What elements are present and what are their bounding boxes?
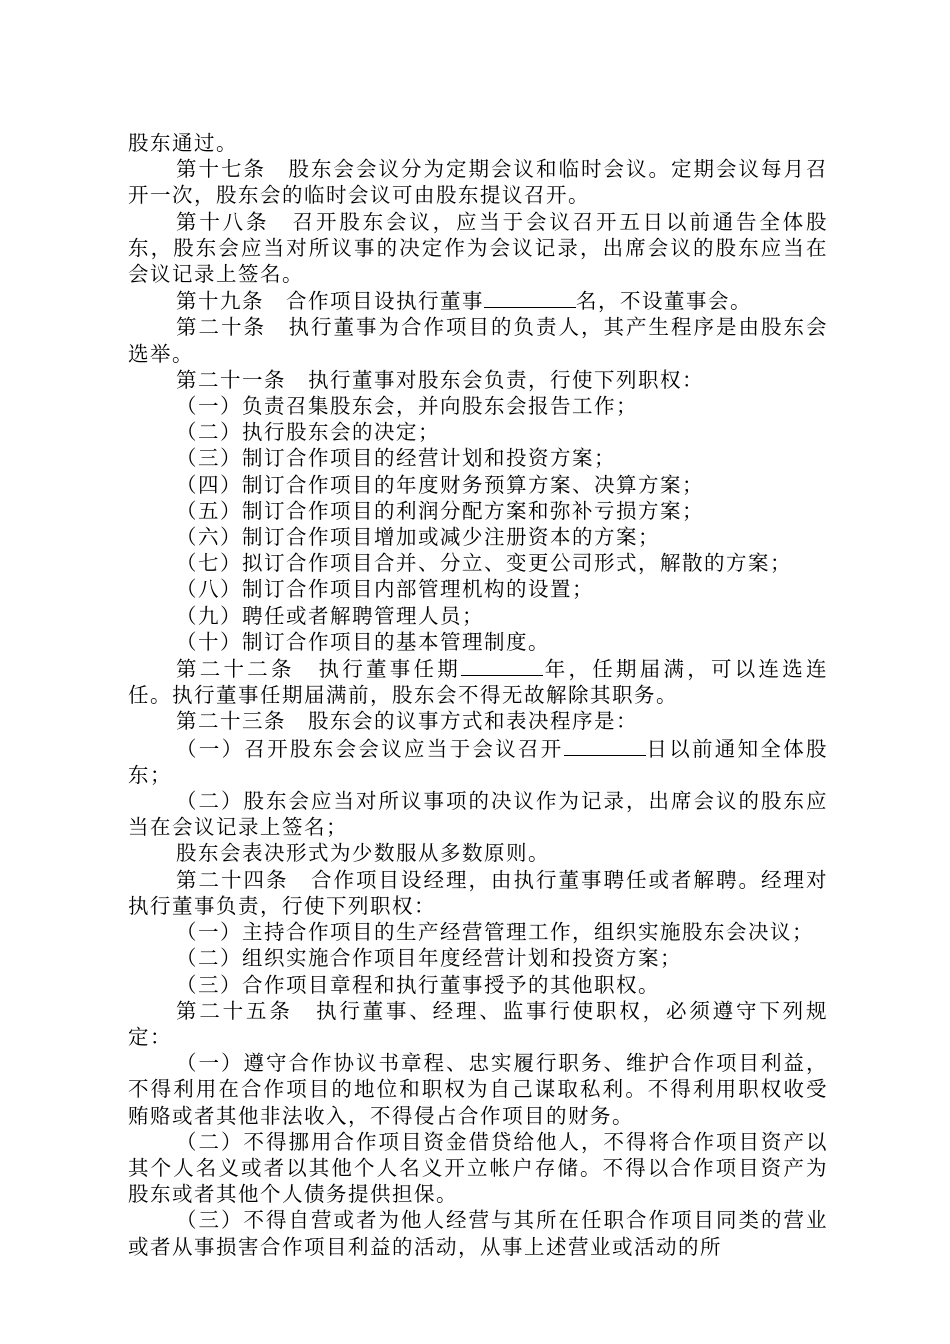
text: （一）遵守合作协议书章程、忠实履行职务、维护合作项目利益，不得利用在合作项目的地位和职权为自己谋取私利。不得利用职权收受贿赂或者其他非法收入，不得侵占合作项目的财务。	[128, 1051, 828, 1128]
text: 第二十二条 执行董事任期	[176, 657, 461, 682]
list-item	[128, 1207, 828, 1259]
fill-in-blank[interactable]	[484, 287, 576, 308]
list-item	[128, 576, 828, 602]
list-item	[128, 1050, 828, 1129]
list-item	[128, 735, 828, 788]
fill-in-blank[interactable]	[461, 655, 543, 676]
text: （二）组织实施合作项目年度经营计划和投资方案；	[176, 946, 682, 971]
document-body	[128, 130, 828, 1260]
article-23	[128, 708, 828, 734]
text: （二）股东会应当对所议事项的决议作为记录，出席会议的股东应当在会议记录上签名；	[128, 789, 828, 840]
article-19	[128, 287, 828, 314]
article-22	[128, 655, 828, 708]
text: 股东通过。	[128, 131, 238, 155]
text: 年，任期届满，可以连选连任。执行董事任期届满前，股东会不得无故解除其职务。	[128, 657, 828, 708]
text: （九）聘任或者解聘管理人员；	[176, 603, 484, 628]
text: （三）不得自营或者为他人经营与其所在任职合作项目同类的营业或者从事损害合作项目利益的活动，从事上述营业或活动的所	[128, 1208, 828, 1259]
list-item	[128, 972, 828, 998]
text: 第二十条 执行董事为合作项目的负责人，其产生程序是由股东会选举。	[128, 315, 828, 366]
article-24	[128, 867, 828, 919]
list-item	[128, 472, 828, 498]
paragraph	[128, 840, 828, 866]
list-item	[128, 550, 828, 576]
article-20	[128, 314, 828, 366]
text: 第十九条 合作项目设执行董事	[176, 289, 484, 314]
text: 第二十一条 执行董事对股东会负责，行使下列职权：	[176, 367, 704, 392]
text: （七）拟订合作项目合并、分立、变更公司形式，解散的方案；	[176, 551, 792, 576]
list-item	[128, 1129, 828, 1208]
text: （六）制订合作项目增加或减少注册资本的方案；	[176, 525, 660, 550]
fill-in-blank[interactable]	[564, 735, 646, 756]
text: 股东会表决形式为少数服从多数原则。	[176, 841, 550, 866]
article-18	[128, 209, 828, 288]
text: 第二十三条 股东会的议事方式和表决程序是：	[176, 709, 638, 734]
list-item	[128, 945, 828, 971]
text: （一）负责召集股东会，并向股东会报告工作；	[176, 394, 638, 419]
text: （二）执行股东会的决定；	[176, 420, 440, 445]
list-item	[128, 919, 828, 945]
text: （八）制订合作项目内部管理机构的设置；	[176, 577, 594, 602]
list-item	[128, 629, 828, 655]
list-item	[128, 524, 828, 550]
list-item	[128, 603, 828, 629]
text: （十）制订合作项目的基本管理制度。	[176, 629, 550, 654]
article-25	[128, 998, 828, 1050]
list-item	[128, 788, 828, 840]
text: （一）主持合作项目的生产经营管理工作，组织实施股东会决议；	[176, 920, 814, 945]
text: 日以前通知全体股东；	[128, 736, 829, 787]
text: （一）召开股东会会议应当于会议召开	[176, 736, 564, 761]
list-item	[128, 419, 828, 445]
paragraph	[128, 130, 828, 156]
text: 第二十五条 执行董事、经理、监事行使职权，必须遵守下列规定：	[128, 998, 828, 1049]
article-21	[128, 367, 828, 393]
text: （四）制订合作项目的年度财务预算方案、决算方案；	[176, 472, 704, 497]
text: 第十八条 召开股东会议，应当于会议召开五日以前通告全体股东，股东会应当对所议事的决定作为会议记录，出席会议的股东应当在会议记录上签名。	[128, 209, 828, 287]
list-item	[128, 498, 828, 524]
text: 第十七条 股东会会议分为定期会议和临时会议。定期会议每月召开一次，股东会的临时会议可由股东提议召开。	[128, 157, 828, 208]
text: 第二十四条 合作项目设经理，由执行董事聘任或者解聘。经理对执行董事负责，行使下列职权：	[128, 867, 828, 918]
text: （三）合作项目章程和执行董事授予的其他职权。	[176, 972, 660, 997]
list-item	[128, 445, 828, 471]
text: （五）制订合作项目的利润分配方案和弥补亏损方案；	[176, 498, 704, 523]
list-item	[128, 393, 828, 419]
text: （二）不得挪用合作项目资金借贷给他人，不得将合作项目资产以其个人名义或者以其他个人名义开立帐户存储。不得以合作项目资产为股东或者其他个人债务提供担保。	[128, 1129, 828, 1207]
text: 名，不设董事会。	[576, 289, 752, 314]
article-17	[128, 156, 828, 208]
text: （三）制订合作项目的经营计划和投资方案；	[176, 446, 616, 471]
